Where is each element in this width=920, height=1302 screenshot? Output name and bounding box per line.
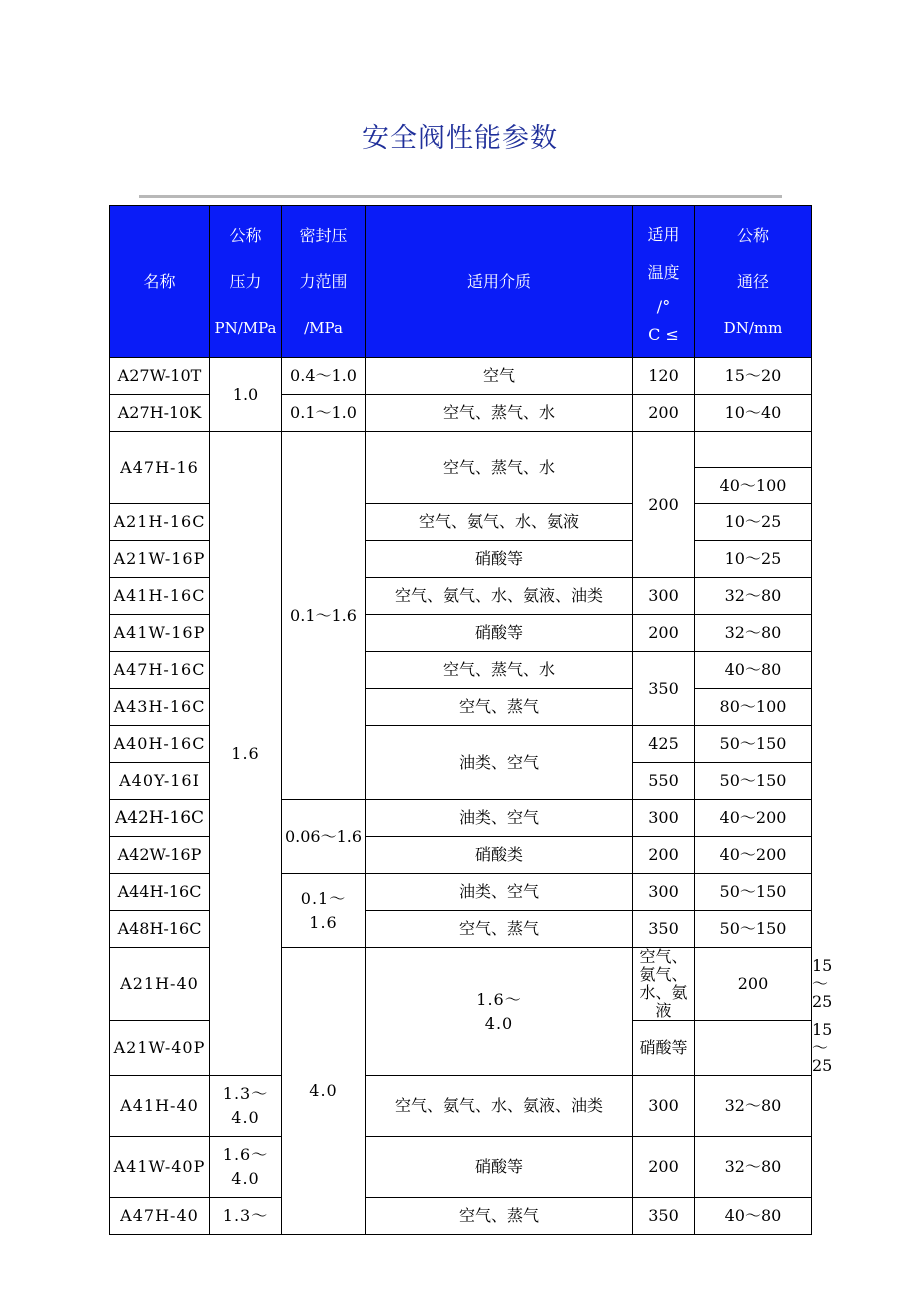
- cell-seal-line1: 1.3～: [222, 1084, 269, 1103]
- table-row: [110, 432, 812, 468]
- cell-temp: 300: [633, 1076, 695, 1137]
- cell-temp: 200: [633, 837, 695, 874]
- cell-name: A42W-16P: [110, 837, 210, 874]
- cell-medium: 空气、蒸气、水: [366, 432, 633, 504]
- cell-medium: 空气、氨气、水、氨液、油类: [366, 1076, 633, 1137]
- cell-dn: 40～200: [695, 837, 812, 874]
- cell-temp: 550: [633, 763, 695, 800]
- cell-dn: 40～80: [695, 652, 812, 689]
- header-temperature: [633, 206, 695, 358]
- cell-medium: 油类、空气: [366, 726, 633, 800]
- cell-dn: 50～150: [695, 874, 812, 911]
- cell-name: A40Y-16I: [110, 763, 210, 800]
- cell-seal: 1.3～: [210, 1198, 282, 1235]
- cell-medium: 空气: [366, 358, 633, 395]
- cell-dn: 40～100: [695, 468, 812, 504]
- cell-seal: 0.1～1.6: [282, 432, 366, 800]
- cell-dn: 50～150: [695, 726, 812, 763]
- cell-medium: 空气、蒸气: [366, 911, 633, 948]
- header-dn-line1: 公称: [736, 225, 769, 245]
- cell-medium: 空气、氨气、水、氨液、油类: [366, 578, 633, 615]
- cell-medium: 空气、蒸气: [366, 689, 633, 726]
- cell-temp: 200: [633, 395, 695, 432]
- cell-medium: 硝酸等: [366, 615, 633, 652]
- cell-name: A43H-16C: [110, 689, 210, 726]
- cell-seal: [210, 1137, 282, 1198]
- table-row: [110, 1198, 812, 1235]
- header-pn-line1: 公称: [229, 225, 262, 245]
- cell-temp: 425: [633, 726, 695, 763]
- cell-dn: 32～80: [695, 1137, 812, 1198]
- cell-seal-line1: 1.6～: [476, 989, 522, 1009]
- header-dn-line3: DN/mm: [723, 318, 783, 337]
- cell-name: A21W-16P: [110, 541, 210, 578]
- header-nominal-diameter: [695, 206, 812, 358]
- cell-medium: 油类、空气: [366, 800, 633, 837]
- table-row: [110, 1137, 812, 1198]
- cell-seal: [366, 948, 633, 1076]
- cell-name: A21H-40: [110, 948, 210, 1021]
- cell-dn: 10～40: [695, 395, 812, 432]
- cell-temp: 350: [633, 652, 695, 726]
- table-header-row: [110, 206, 812, 358]
- cell-temp: 350: [633, 911, 695, 948]
- table-row: A21H-40 4.0 1.6～ 4.0 空气、氨气、水、氨液 200 15～25: [110, 948, 812, 1021]
- header-temp-line1: 适用: [647, 224, 680, 244]
- cell-name: A47H-16C: [110, 652, 210, 689]
- cell-name: A42H-16C: [110, 800, 210, 837]
- table-row: A21W-40P 硝酸等 15～25: [110, 1021, 812, 1076]
- header-pn-line2: 压力: [229, 271, 262, 291]
- cell-name: A40H-16C: [110, 726, 210, 763]
- cell-medium: 空气、氨气、水、氨液: [366, 504, 633, 541]
- cell-seal-line1: 1.6～: [222, 1145, 269, 1164]
- header-seal-line3: /MPa: [304, 318, 343, 337]
- safety-valve-spec-table: [109, 205, 833, 1235]
- header-nominal-pressure: [210, 206, 282, 358]
- header-seal-line1: 密封压: [299, 225, 348, 245]
- cell-dn: 40～200: [695, 800, 812, 837]
- cell-dn: 10～25: [695, 504, 812, 541]
- cell-dn: 32～80: [695, 615, 812, 652]
- cell-dn: 80～100: [695, 689, 812, 726]
- cell-pn: 1.6: [210, 432, 282, 1076]
- cell-medium: 空气、蒸气、水: [366, 395, 633, 432]
- cell-medium: 空气、蒸气、水: [366, 652, 633, 689]
- cell-dn: 50～150: [695, 763, 812, 800]
- cell-medium: 空气、氨气、水、氨液: [633, 948, 695, 1021]
- cell-medium: 硝酸类: [366, 837, 633, 874]
- cell-temp: 300: [633, 874, 695, 911]
- header-dn-line2: 通径: [736, 271, 769, 291]
- cell-seal: [210, 1076, 282, 1137]
- cell-temp: 200: [633, 615, 695, 652]
- header-seal-pressure: [282, 206, 366, 358]
- cell-temp: 300: [633, 800, 695, 837]
- cell-seal-line2: 4.0: [484, 1013, 514, 1033]
- cell-temp: 200: [633, 1137, 695, 1198]
- cell-medium: 硝酸等: [633, 1021, 695, 1076]
- title-divider: [139, 195, 782, 198]
- header-temp-line3: /°: [656, 296, 671, 316]
- header-temp-line2: 温度: [647, 262, 680, 282]
- table-row: [110, 1076, 812, 1137]
- cell-dn: 10～25: [695, 541, 812, 578]
- cell-medium: 油类、空气: [366, 874, 633, 911]
- cell-dn-empty: [695, 432, 812, 468]
- cell-pn: 4.0: [282, 948, 366, 1235]
- cell-seal-line2: 4.0: [231, 1169, 260, 1188]
- cell-dn: 15～20: [695, 358, 812, 395]
- cell-name: A21W-40P: [110, 1021, 210, 1076]
- cell-temp: 350: [633, 1198, 695, 1235]
- header-temp-line4: C ≤: [648, 324, 679, 344]
- cell-seal-line1: 0.1～: [300, 888, 347, 908]
- cell-temp: 120: [633, 358, 695, 395]
- cell-name: A41H-40: [110, 1076, 210, 1137]
- table-row: [110, 358, 812, 395]
- cell-temp: 200: [633, 432, 695, 578]
- header-seal-line2: 力范围: [299, 271, 348, 291]
- cell-dn: 32～80: [695, 1076, 812, 1137]
- header-medium: 适用介质: [366, 206, 633, 358]
- cell-name: A47H-16: [110, 432, 210, 504]
- cell-medium: 硝酸等: [366, 541, 633, 578]
- cell-seal-line2: 4.0: [231, 1108, 260, 1127]
- cell-seal: [282, 874, 366, 948]
- page-title: 安全阀性能参数: [362, 123, 558, 154]
- cell-name: A41H-16C: [110, 578, 210, 615]
- cell-seal-line2: 1.6: [309, 912, 338, 932]
- cell-name: A41W-16P: [110, 615, 210, 652]
- cell-name: A21H-16C: [110, 504, 210, 541]
- cell-medium: 空气、蒸气: [366, 1198, 633, 1235]
- cell-name: A41W-40P: [110, 1137, 210, 1198]
- cell-name: A44H-16C: [110, 874, 210, 911]
- cell-name: A48H-16C: [110, 911, 210, 948]
- cell-seal: 0.1～1.0: [282, 395, 366, 432]
- cell-temp: [695, 1021, 812, 1076]
- cell-dn: 50～150: [695, 911, 812, 948]
- cell-temp: 300: [633, 578, 695, 615]
- header-name: 名称: [110, 206, 210, 358]
- header-pn-line3: PN/MPa: [214, 318, 277, 337]
- cell-medium: 硝酸等: [366, 1137, 633, 1198]
- cell-name: A47H-40: [110, 1198, 210, 1235]
- cell-name: A27W-10T: [110, 358, 210, 395]
- cell-dn: 32～80: [695, 578, 812, 615]
- cell-pn: 1.0: [210, 358, 282, 432]
- cell-seal: 0.06～1.6: [282, 800, 366, 874]
- cell-name: A27H-10K: [110, 395, 210, 432]
- cell-dn: 40～80: [695, 1198, 812, 1235]
- cell-seal: 0.4～1.0: [282, 358, 366, 395]
- cell-temp: 200: [695, 948, 812, 1021]
